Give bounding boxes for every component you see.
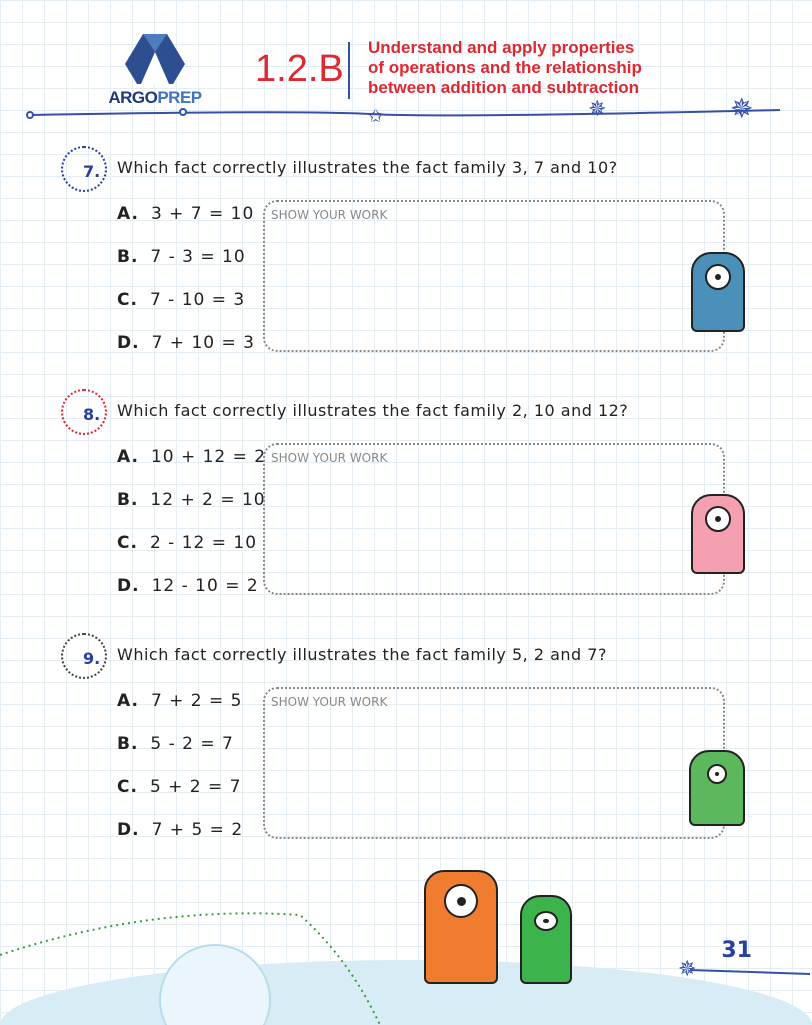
question-8 <box>55 381 775 611</box>
blue-monster-illustration <box>691 252 745 332</box>
question-number-badge: 9. <box>61 633 107 679</box>
option-c[interactable]: C. 2 - 12 = 10 <box>117 533 258 553</box>
page-number: 31 <box>721 938 752 963</box>
option-d[interactable]: D. 7 + 5 = 2 <box>117 820 244 840</box>
star-icon: ✵ <box>678 957 697 982</box>
option-c[interactable]: C. 7 - 10 = 3 <box>117 290 246 310</box>
question-9 <box>55 625 775 855</box>
show-work-area[interactable]: SHOW YOUR WORK <box>263 443 725 595</box>
green-monster-illustration <box>689 750 745 826</box>
option-b[interactable]: B. 12 + 2 = 10 <box>117 490 266 510</box>
question-number-badge: 8. <box>61 389 107 435</box>
option-b[interactable]: B. 5 - 2 = 7 <box>117 734 234 754</box>
logo-mountain-icon <box>125 34 185 84</box>
question-7 <box>55 138 775 368</box>
header-decoration-line <box>0 80 812 130</box>
standard-code: 1.2.B <box>255 48 344 90</box>
option-a[interactable]: A. 3 + 7 = 10 <box>117 204 255 224</box>
star-icon: ✵ <box>730 92 754 125</box>
option-a[interactable]: A. 10 + 12 = 2 <box>117 447 267 467</box>
show-work-area[interactable]: SHOW YOUR WORK <box>263 200 725 352</box>
question-text: Which fact correctly illustrates the fact family 5, 2 and 7? <box>117 645 607 664</box>
question-text: Which fact correctly illustrates the fact family 3, 7 and 10? <box>117 158 618 177</box>
brand-part1: ARGO <box>108 88 158 107</box>
option-a[interactable]: A. 7 + 2 = 5 <box>117 691 243 711</box>
option-b[interactable]: B. 7 - 3 = 10 <box>117 247 246 267</box>
option-d[interactable]: D. 7 + 10 = 3 <box>117 333 255 353</box>
show-work-area[interactable]: SHOW YOUR WORK <box>263 687 725 839</box>
star-icon: ✩ <box>368 106 384 127</box>
option-d[interactable]: D. 12 - 10 = 2 <box>117 576 259 596</box>
standard-line: Understand and apply properties <box>368 38 635 57</box>
question-text: Which fact correctly illustrates the fact family 2, 10 and 12? <box>117 401 629 420</box>
question-number-badge: 7. <box>61 146 107 192</box>
standard-line: of operations and the relationship <box>368 58 642 77</box>
pink-monster-illustration <box>691 494 745 574</box>
star-icon: ✵ <box>588 97 607 122</box>
standard-line: between addition and subtraction <box>368 78 640 97</box>
brand-part2: PREP <box>157 88 202 107</box>
footer-decoration <box>0 900 812 1025</box>
option-c[interactable]: C. 5 + 2 = 7 <box>117 777 242 797</box>
